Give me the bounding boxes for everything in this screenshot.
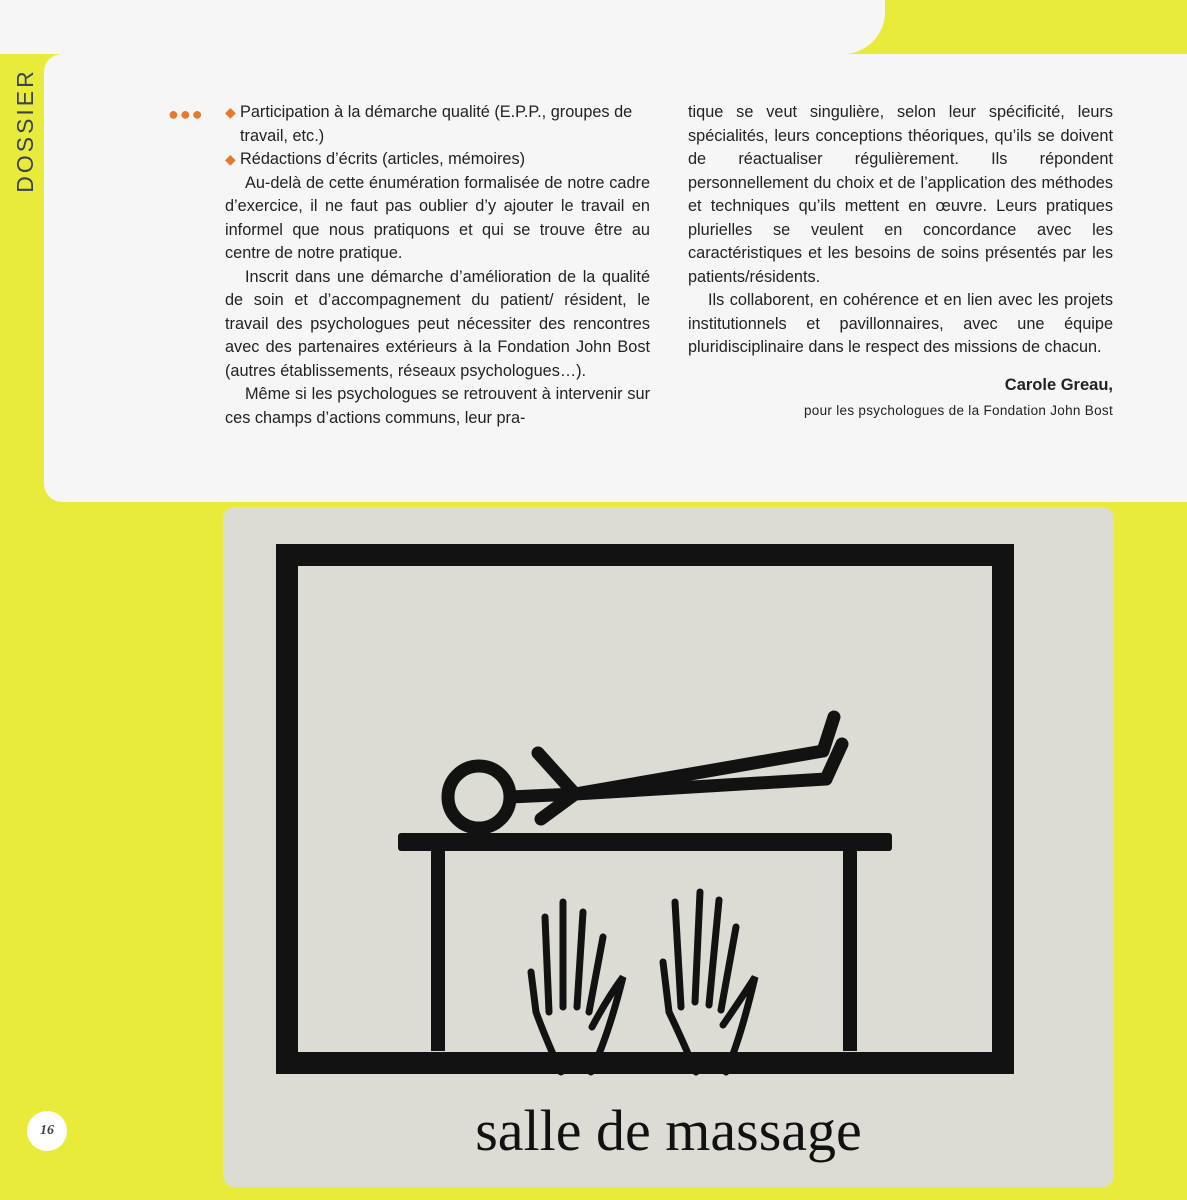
diamond-bullet-icon: ◆ [225, 104, 236, 120]
photo-caption: salle de massage [475, 1098, 862, 1163]
top-white-strip [0, 0, 885, 54]
massage-room-pictogram [223, 507, 1114, 1187]
paragraph: Ils collaborent, en cohérence et en lien avec les projets institutionnels et pavillonnaires, avec une équipe pluridisciplinaire dans le respect des missions de chacun. [688, 291, 1113, 356]
page-number: 16 [27, 1111, 67, 1151]
orange-dots-ornament: ●●● [168, 104, 204, 124]
bullet-text: Participation à la démarche qualité (E.P.P., groupes de travail, etc.) [240, 103, 633, 145]
bullet-text: Rédactions d’écrits (articles, mémoires) [240, 150, 526, 168]
list-item [225, 148, 650, 172]
pictogram-photo [223, 507, 1114, 1187]
section-label [10, 60, 40, 200]
paragraph: Au-delà de cette énumération formalisée de notre cadre d’exercice, il ne faut pas oublier d’y ajouter le travail en informel que nous pratiquons et qui se trouve être au centre de notre pratique. [225, 173, 650, 262]
author-signature: Carole Greau, [1004, 375, 1113, 394]
author-affiliation: pour les psychologues de la Fondation John Bost [803, 403, 1113, 418]
section-label-text: DOSSIER [11, 67, 38, 193]
article-column-2 [688, 101, 1113, 423]
diamond-bullet-icon: ◆ [225, 151, 236, 167]
list-item [225, 101, 650, 148]
paragraph: Même si les psychologues se retrouvent à intervenir sur ces champs d’actions communs, leur pra- [225, 385, 650, 427]
paragraph: tique se veut singulière, selon leur spécificité, leurs spécialités, leurs conceptions théoriques, qu’ils se doivent de réactualiser régulièrement. Ils répondent personnellement du choix et de l’application des méthodes et techniques qu’ils mettent en œuvre. Leurs pratiques plurielles se veulent en concordance avec les caractéristiques et les besoins de soins présentés par les patients/résidents. [688, 103, 1113, 286]
paragraph: Inscrit dans une démarche d’amélioration de la qualité de soin et d’accompagnement du patient/ résident, le travail des psychologues peut nécessiter des rencontres avec des partenaires extérieurs à la Fondation John Bost (autres établissements, réseaux psychologues…). [225, 267, 650, 380]
article-column-1 [225, 101, 650, 430]
